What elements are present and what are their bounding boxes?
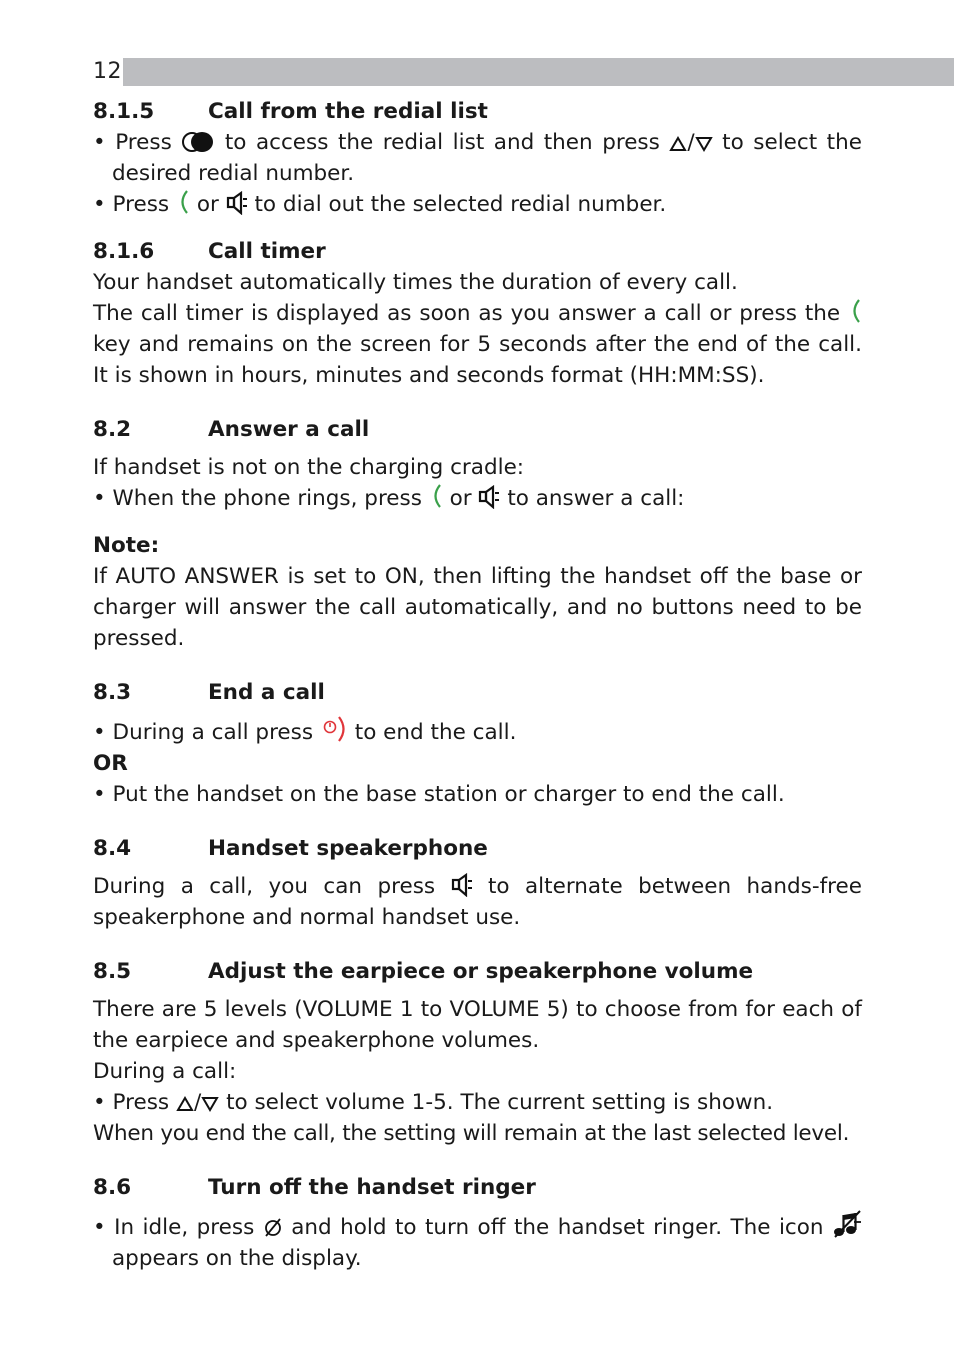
or-label: OR <box>93 751 128 776</box>
bullet: • <box>93 486 106 511</box>
page-number: 12 <box>93 59 122 84</box>
section-8-6 <box>93 1172 862 1274</box>
bullet: • <box>93 1090 106 1115</box>
list-item <box>93 779 862 810</box>
section-8-3 <box>93 677 862 810</box>
paragraph <box>93 298 862 391</box>
text: The call timer is displayed as soon as you answer a call or press the <box>93 301 841 326</box>
paragraph <box>93 871 862 933</box>
speaker-key-icon <box>226 191 248 215</box>
down-arrow-icon <box>201 1095 219 1113</box>
text: Press <box>112 192 170 217</box>
section-number: 8.1.5 <box>93 99 155 124</box>
section-8-2 <box>93 414 862 654</box>
end-call-key-icon <box>320 715 348 743</box>
section-number: 8.5 <box>93 959 132 984</box>
talk-key-icon <box>429 483 443 509</box>
text: or <box>449 486 472 511</box>
ringer-off-key-icon <box>263 1216 283 1238</box>
text: During a call, you can press <box>93 874 436 899</box>
note-label: Note: <box>93 533 160 558</box>
bullet: • <box>93 192 106 217</box>
ringer-off-display-icon <box>832 1210 862 1238</box>
up-arrow-icon <box>176 1095 194 1113</box>
text: Press <box>115 130 172 155</box>
page-header-bar <box>93 58 954 86</box>
separator: / <box>193 1090 202 1115</box>
bullet: • <box>93 1215 106 1240</box>
section-number: 8.2 <box>93 417 132 442</box>
page-content <box>93 96 862 1274</box>
section-heading <box>93 833 862 864</box>
text: to answer a call: <box>507 486 685 511</box>
text: to access the redial list and then press <box>224 130 660 155</box>
redial-key-icon <box>181 131 215 153</box>
section-heading <box>93 414 862 445</box>
section-title: Turn off the handset ringer <box>208 1175 536 1200</box>
paragraph: When you end the call, the setting will remain at the last selected level. <box>93 1121 850 1146</box>
section-8-5 <box>93 956 862 1149</box>
list-item <box>93 483 862 514</box>
section-number: 8.4 <box>93 836 132 861</box>
section-heading <box>93 96 862 127</box>
text: to select the desired redial number. <box>112 130 862 186</box>
text: and hold to turn off the handset ringer. The icon <box>291 1215 824 1240</box>
text: to select volume 1-5. The current setting is shown. <box>226 1090 774 1115</box>
bullet: • <box>93 782 106 807</box>
text: appears on the display. <box>112 1246 362 1271</box>
paragraph: During a call: <box>93 1059 237 1084</box>
text: Press <box>112 1090 170 1115</box>
list-item <box>93 189 862 220</box>
section-title: Adjust the earpiece or speakerphone volume <box>208 959 754 984</box>
up-arrow-icon <box>669 135 687 153</box>
down-arrow-icon <box>695 135 713 153</box>
section-number: 8.1.6 <box>93 239 155 264</box>
text: During a call press <box>112 720 314 745</box>
talk-key-icon <box>848 298 862 324</box>
bullet: • <box>93 720 106 745</box>
section-title: Call timer <box>208 239 326 264</box>
text: In idle, press <box>114 1215 255 1240</box>
paragraph: If handset is not on the charging cradle: <box>93 455 525 480</box>
text: When the phone rings, press <box>112 486 422 511</box>
list-item <box>93 1210 862 1274</box>
paragraph: There are 5 levels (VOLUME 1 to VOLUME 5) to choose from for each of the earpiece and speakerphone volumes. <box>93 997 862 1053</box>
section-title: Answer a call <box>208 417 370 442</box>
section-8-4 <box>93 833 862 933</box>
section-heading <box>93 956 862 987</box>
separator: / <box>687 130 695 155</box>
speaker-key-icon <box>451 873 473 897</box>
section-heading <box>93 677 862 708</box>
section-8-1-5 <box>93 96 862 220</box>
paragraph: Your handset automatically times the duration of every call. <box>93 270 738 295</box>
text: or <box>196 192 219 217</box>
text: Put the handset on the base station or charger to end the call. <box>112 782 785 807</box>
section-title: Call from the redial list <box>208 99 488 124</box>
section-number: 8.6 <box>93 1175 132 1200</box>
section-title: End a call <box>208 680 325 705</box>
list-item <box>93 715 862 748</box>
list-item <box>93 127 862 189</box>
note-text: If AUTO ANSWER is set to ON, then lifting the handset off the base or charger will answer the call automatically, and no buttons need to be pressed. <box>93 564 862 651</box>
text: key and remains on the screen for 5 seconds after the end of the call. It is shown in hours, minutes and seconds format (HH:MM:SS). <box>93 332 862 388</box>
talk-key-icon <box>176 189 190 215</box>
section-8-1-6 <box>93 236 862 391</box>
speaker-key-icon <box>478 485 500 509</box>
section-number: 8.3 <box>93 680 132 705</box>
bullet: • <box>93 130 106 155</box>
text: to end the call. <box>354 720 517 745</box>
section-heading <box>93 1172 862 1203</box>
section-heading <box>93 236 862 267</box>
list-item <box>93 1087 862 1118</box>
text: to dial out the selected redial number. <box>254 192 667 217</box>
section-title: Handset speakerphone <box>208 836 488 861</box>
text: to alternate between hands-free speakerphone and normal handset use. <box>93 874 862 930</box>
